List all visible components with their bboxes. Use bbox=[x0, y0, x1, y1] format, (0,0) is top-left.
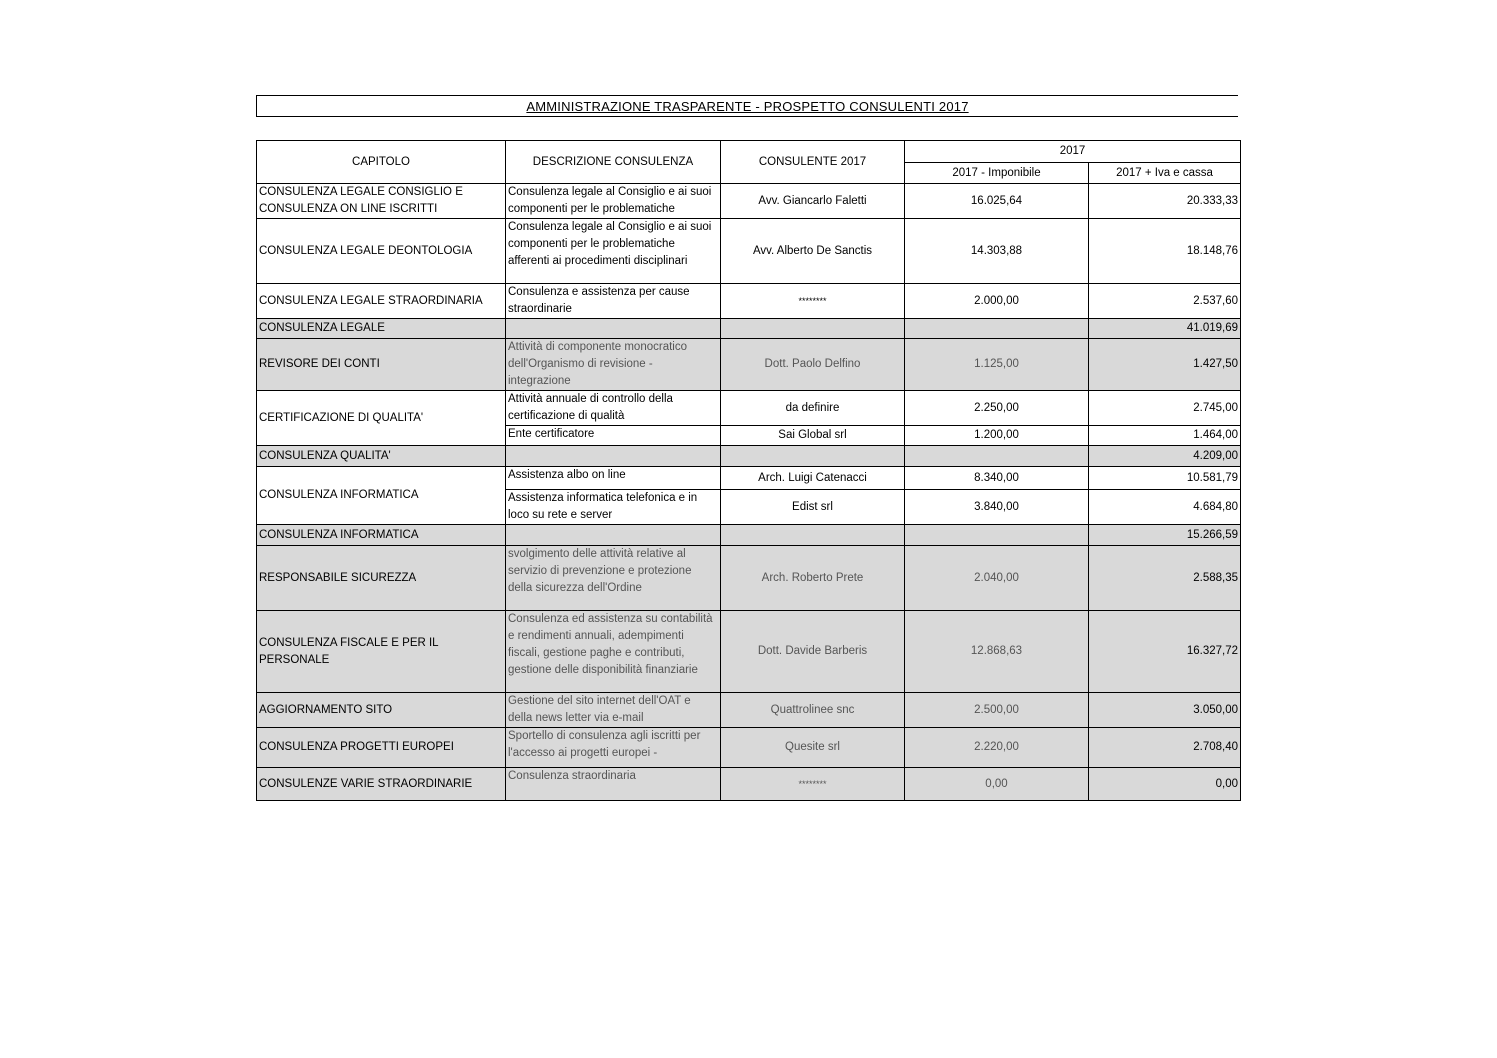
imponibile-cell: 16.025,64 bbox=[905, 184, 1089, 219]
descrizione-cell: Ente certificatore bbox=[506, 426, 721, 446]
table-row bbox=[257, 467, 1241, 490]
capitolo-cell: CONSULENZA LEGALE CONSIGLIO E CONSULENZA ON LINE ISCRITTI bbox=[257, 184, 506, 219]
table-row bbox=[257, 339, 1241, 391]
iva-cell: 10.581,79 bbox=[1089, 467, 1241, 490]
capitolo-cell: CONSULENZA LEGALE DEONTOLOGIA bbox=[257, 219, 506, 284]
capitolo-cell: CONSULENZA PROGETTI EUROPEI bbox=[257, 728, 506, 768]
imponibile-cell: 1.200,00 bbox=[905, 426, 1089, 446]
consulente-cell: Avv. Alberto De Sanctis bbox=[721, 219, 905, 284]
capitolo-cell: CONSULENZA LEGALE STRAORDINARIA bbox=[257, 284, 506, 319]
capitolo-cell: RESPONSABILE SICUREZZA bbox=[257, 546, 506, 611]
table-row bbox=[257, 219, 1241, 284]
subtotal-value: 4.209,00 bbox=[1089, 446, 1241, 467]
consulente-cell: da definire bbox=[721, 391, 905, 426]
table-row bbox=[257, 693, 1241, 728]
imponibile-cell: 1.125,00 bbox=[905, 339, 1089, 391]
header-consulente: CONSULENTE 2017 bbox=[721, 141, 905, 184]
iva-cell: 2.708,40 bbox=[1089, 728, 1241, 768]
header-year: 2017 bbox=[905, 141, 1241, 163]
imponibile-cell: 12.868,63 bbox=[905, 611, 1089, 693]
descrizione-cell: Consulenza ed assistenza su contabilità e rendimenti annuali, adempimenti fiscali, gestione paghe e contributi, gestione delle disponibilità finanziarie bbox=[506, 611, 721, 693]
capitolo-cell: CONSULENZE VARIE STRAORDINARIE bbox=[257, 768, 506, 801]
descrizione-cell: svolgimento delle attività relative al servizio di prevenzione e protezione della sicurezza dell'Ordine bbox=[506, 546, 721, 611]
descrizione-cell: Attività di componente monocratico dell'Organismo di revisione - integrazione bbox=[506, 339, 721, 391]
header-imponibile: 2017 - Imponibile bbox=[905, 163, 1089, 184]
iva-cell: 3.050,00 bbox=[1089, 693, 1241, 728]
iva-cell: 20.333,33 bbox=[1089, 184, 1241, 219]
table-row bbox=[257, 728, 1241, 768]
subtotal-label: CONSULENZA QUALITA' bbox=[257, 446, 506, 467]
descrizione-cell: Assistenza informatica telefonica e in loco su rete e server bbox=[506, 490, 721, 525]
consulente-cell: Arch. Roberto Prete bbox=[721, 546, 905, 611]
subtotal-row bbox=[257, 319, 1241, 339]
subtotal-value: 41.019,69 bbox=[1089, 319, 1241, 339]
subtotal-label: CONSULENZA LEGALE bbox=[257, 319, 506, 339]
capitolo-cell: CONSULENZA INFORMATICA bbox=[257, 467, 506, 525]
iva-cell: 2.745,00 bbox=[1089, 391, 1241, 426]
subtotal-row bbox=[257, 446, 1241, 467]
descrizione-cell: Sportello di consulenza agli iscritti per l'accesso ai progetti europei - bbox=[506, 728, 721, 768]
descrizione-cell: Consulenza legale al Consiglio e ai suoi componenti per le problematiche afferenti ai procedimenti disciplinari bbox=[506, 219, 721, 284]
consulente-cell: Sai Global srl bbox=[721, 426, 905, 446]
header-descrizione: DESCRIZIONE CONSULENZA bbox=[506, 141, 721, 184]
imponibile-cell: 8.340,00 bbox=[905, 467, 1089, 490]
imponibile-cell: 2.250,00 bbox=[905, 391, 1089, 426]
consulente-cell: ******** bbox=[721, 284, 905, 319]
header-iva: 2017 + Iva e cassa bbox=[1089, 163, 1241, 184]
iva-cell: 1.464,00 bbox=[1089, 426, 1241, 446]
imponibile-cell: 0,00 bbox=[905, 768, 1089, 801]
imponibile-cell: 3.840,00 bbox=[905, 490, 1089, 525]
consulente-cell: Dott. Paolo Delfino bbox=[721, 339, 905, 391]
iva-cell: 1.427,50 bbox=[1089, 339, 1241, 391]
iva-cell: 16.327,72 bbox=[1089, 611, 1241, 693]
subtotal-label: CONSULENZA INFORMATICA bbox=[257, 525, 506, 546]
subtotal-row bbox=[257, 525, 1241, 546]
imponibile-cell: 2.000,00 bbox=[905, 284, 1089, 319]
table-row bbox=[257, 768, 1241, 801]
consulente-cell: Quesite srl bbox=[721, 728, 905, 768]
capitolo-cell: REVISORE DEI CONTI bbox=[257, 339, 506, 391]
consultants-table bbox=[256, 140, 1241, 801]
iva-cell: 2.537,60 bbox=[1089, 284, 1241, 319]
descrizione-cell: Consulenza e assistenza per cause straordinarie bbox=[506, 284, 721, 319]
capitolo-cell: CERTIFICAZIONE DI QUALITA' bbox=[257, 391, 506, 446]
iva-cell: 4.684,80 bbox=[1089, 490, 1241, 525]
iva-cell: 18.148,76 bbox=[1089, 219, 1241, 284]
descrizione-cell: Assistenza albo on line bbox=[506, 467, 721, 490]
consulente-cell: Avv. Giancarlo Faletti bbox=[721, 184, 905, 219]
capitolo-cell: CONSULENZA FISCALE E PER IL PERSONALE bbox=[257, 611, 506, 693]
descrizione-cell: Consulenza straordinaria bbox=[506, 768, 721, 801]
descrizione-cell: Gestione del sito internet dell'OAT e della news letter via e-mail bbox=[506, 693, 721, 728]
consulente-cell: Arch. Luigi Catenacci bbox=[721, 467, 905, 490]
page-title: AMMINISTRAZIONE TRASPARENTE - PROSPETTO CONSULENTI 2017 bbox=[256, 95, 1238, 117]
consulente-cell: Quattrolinee snc bbox=[721, 693, 905, 728]
iva-cell: 2.588,35 bbox=[1089, 546, 1241, 611]
descrizione-cell: Consulenza legale al Consiglio e ai suoi componenti per le problematiche bbox=[506, 184, 721, 219]
imponibile-cell: 2.500,00 bbox=[905, 693, 1089, 728]
table-row bbox=[257, 391, 1241, 426]
consulente-cell: ******** bbox=[721, 768, 905, 801]
subtotal-value: 15.266,59 bbox=[1089, 525, 1241, 546]
table-row bbox=[257, 546, 1241, 611]
consulente-cell: Dott. Davide Barberis bbox=[721, 611, 905, 693]
header-capitolo: CAPITOLO bbox=[257, 141, 506, 184]
descrizione-cell: Attività annuale di controllo della certificazione di qualità bbox=[506, 391, 721, 426]
table-row bbox=[257, 611, 1241, 693]
table-row bbox=[257, 284, 1241, 319]
imponibile-cell: 2.040,00 bbox=[905, 546, 1089, 611]
imponibile-cell: 14.303,88 bbox=[905, 219, 1089, 284]
consulente-cell: Edist srl bbox=[721, 490, 905, 525]
imponibile-cell: 2.220,00 bbox=[905, 728, 1089, 768]
iva-cell: 0,00 bbox=[1089, 768, 1241, 801]
capitolo-cell: AGGIORNAMENTO SITO bbox=[257, 693, 506, 728]
table-row bbox=[257, 184, 1241, 219]
